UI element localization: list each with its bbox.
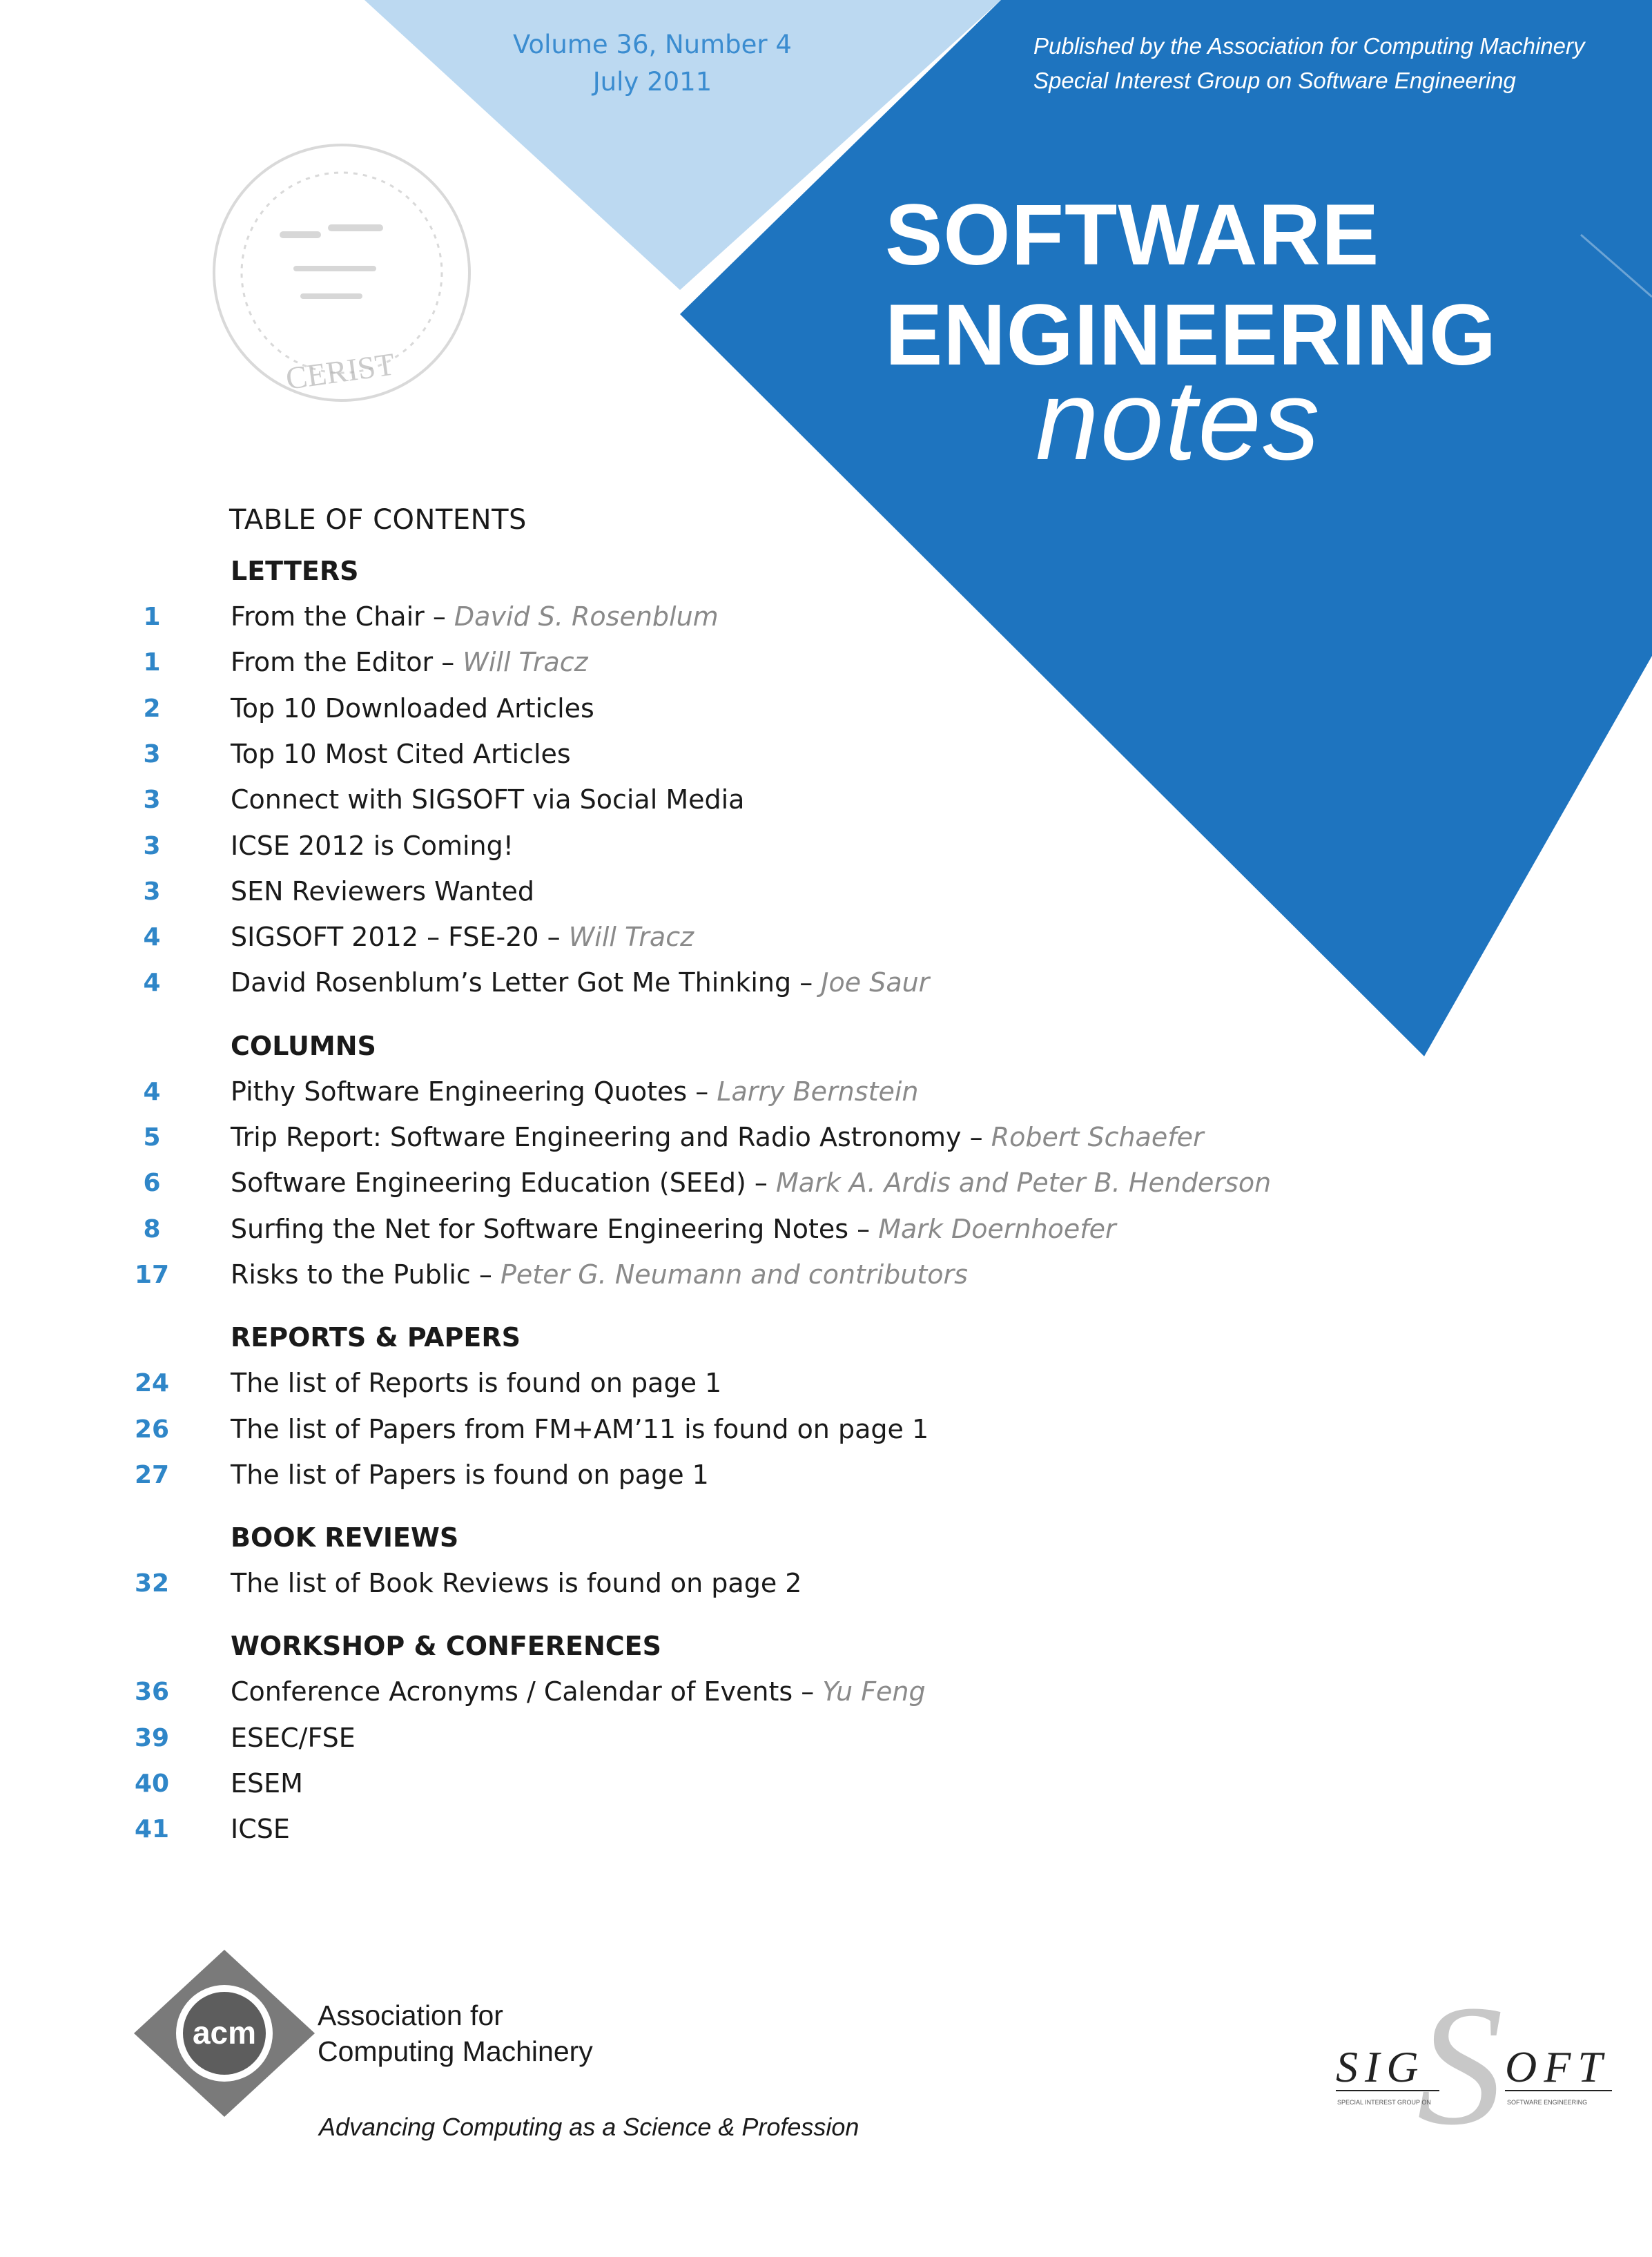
acm-name-line-1: Association for <box>318 1999 503 2031</box>
toc-page-number: 3 <box>143 786 161 815</box>
toc-entry[interactable] <box>231 1460 709 1490</box>
section-heading: WORKSHOP & CONFERENCES <box>231 1631 661 1662</box>
toc-entry-title: Pithy Software Engineering Quotes – <box>231 1076 717 1107</box>
toc-entry[interactable] <box>231 831 514 861</box>
publisher-info <box>1033 29 1641 98</box>
toc-page-number: 2 <box>143 694 161 723</box>
toc-page-number: 17 <box>134 1260 170 1289</box>
sigsoft-subtitle-right: SOFTWARE ENGINEERING <box>1507 2099 1588 2106</box>
toc-entry-title: ESEC/FSE <box>231 1722 356 1753</box>
toc-entry[interactable] <box>231 1568 801 1598</box>
toc-page-number: 32 <box>134 1569 170 1598</box>
section-heading: LETTERS <box>231 556 359 586</box>
toc-entry[interactable] <box>231 922 694 952</box>
sigsoft-logo <box>1329 1982 1619 2154</box>
toc-page-number: 24 <box>134 1369 170 1398</box>
toc-page-number: 36 <box>134 1678 170 1707</box>
toc-entry-title: The list of Papers from FM+AM’11 is found on page 1 <box>231 1413 929 1444</box>
toc-entry[interactable] <box>231 1122 1204 1152</box>
toc-page-number: 1 <box>143 603 161 631</box>
toc-page-number: 41 <box>134 1815 170 1844</box>
toc-entry[interactable] <box>231 1214 1116 1244</box>
masthead-line-2: ENGINEERING <box>885 287 1497 383</box>
acm-logo-text: acm <box>192 2015 257 2051</box>
toc-entry-author: Larry Bernstein <box>717 1076 919 1107</box>
toc-entry-author: Joe Saur <box>821 967 930 998</box>
toc-entry-title: From the Editor – <box>231 647 463 678</box>
section-heading: COLUMNS <box>231 1030 376 1061</box>
toc-entry[interactable] <box>231 1368 721 1398</box>
toc-entry[interactable] <box>231 876 534 907</box>
masthead-notes: notes <box>1036 356 1321 483</box>
toc-page-number: 8 <box>143 1214 161 1243</box>
toc-entry-author: Mark A. Ardis and Peter B. Henderson <box>776 1168 1272 1199</box>
toc-entry-title: ESEM <box>231 1768 303 1799</box>
toc-entry-title: Software Engineering Education (SEEd) – <box>231 1168 777 1199</box>
toc-entry[interactable] <box>231 693 594 724</box>
toc-entry[interactable] <box>231 967 929 998</box>
sigsoft-big-s: S <box>1417 1982 1504 2154</box>
toc-entry[interactable] <box>231 1814 290 1844</box>
toc-entry-title: Risks to the Public – <box>231 1259 501 1290</box>
toc-entry-title: ICSE <box>231 1814 290 1845</box>
toc-entry-author: David S. Rosenblum <box>454 601 719 632</box>
toc-entry-author: Will Tracz <box>568 922 694 953</box>
blue-diamond-shape <box>680 0 1652 1056</box>
acm-logo <box>131 1947 318 2120</box>
toc-entry-author: Yu Feng <box>822 1676 926 1707</box>
toc-page-number: 27 <box>134 1460 170 1489</box>
toc-entry[interactable] <box>231 784 744 815</box>
toc-entry[interactable] <box>231 1676 926 1707</box>
masthead <box>885 185 1497 483</box>
toc-entry[interactable] <box>231 1723 356 1753</box>
toc-title: TABLE OF CONTENTS <box>229 504 527 536</box>
toc-page-number: 5 <box>143 1123 161 1152</box>
masthead-line-1: SOFTWARE <box>885 187 1380 283</box>
stamp-text: CERIST <box>283 346 397 396</box>
toc-entry-title: Trip Report: Software Engineering and Radio Astronomy – <box>231 1122 991 1152</box>
toc-entry-title: The list of Reports is found on page 1 <box>231 1368 722 1399</box>
toc-entry-author: Peter G. Neumann and contributors <box>500 1259 968 1290</box>
toc-page-number: 39 <box>134 1723 170 1752</box>
toc-entry-title: Conference Acronyms / Calendar of Events – <box>231 1676 823 1707</box>
toc-entry[interactable] <box>231 1076 919 1107</box>
toc-entry-title: SEN Reviewers Wanted <box>231 875 535 907</box>
toc-entry-title: ICSE 2012 is Coming! <box>231 830 514 861</box>
acm-tagline: Advancing Computing as a Science & Profession <box>319 2113 859 2141</box>
sigsoft-subtitle-left: SPECIAL INTEREST GROUP ON <box>1337 2099 1431 2106</box>
toc-entry-title: Connect with SIGSOFT via Social Media <box>231 784 745 815</box>
publisher-line-1: Published by the Association for Computing Machinery <box>1033 33 1585 59</box>
toc-entry-author: Will Tracz <box>463 647 588 678</box>
toc-page-number: 3 <box>143 739 161 768</box>
toc-page-number: 4 <box>143 1077 161 1106</box>
issue-info <box>442 26 863 101</box>
toc-entry-title: From the Chair – <box>231 601 454 632</box>
toc-entry[interactable] <box>231 739 571 769</box>
sigsoft-sig: SIG <box>1336 2042 1426 2091</box>
acm-name-line-2: Computing Machinery <box>318 2035 593 2067</box>
toc-entry[interactable] <box>231 1768 303 1799</box>
toc-entry[interactable] <box>231 1259 968 1290</box>
toc-entry-title: The list of Book Reviews is found on page 2 <box>231 1568 802 1599</box>
volume-number: Volume 36, Number 4 <box>513 30 792 59</box>
toc-entry[interactable] <box>231 601 719 632</box>
toc-page-number: 26 <box>134 1415 170 1444</box>
section-heading: BOOK REVIEWS <box>231 1522 459 1553</box>
toc-entry-title: The list of Papers is found on page 1 <box>231 1459 709 1490</box>
toc-page-number: 1 <box>143 648 161 677</box>
toc-page-number: 3 <box>143 877 161 906</box>
toc-entry-title: Top 10 Downloaded Articles <box>231 692 594 724</box>
sigsoft-oft: OFT <box>1505 2042 1609 2091</box>
issue-date: July 2011 <box>592 67 712 97</box>
toc-entry[interactable] <box>231 1414 929 1444</box>
toc-entry[interactable] <box>231 647 588 677</box>
toc-entry-title: Surfing the Net for Software Engineering Notes – <box>231 1213 879 1244</box>
section-heading: REPORTS & PAPERS <box>231 1322 521 1353</box>
toc-entry-author: Robert Schaefer <box>991 1122 1204 1152</box>
acm-name <box>318 1997 593 2069</box>
toc-page-number: 3 <box>143 831 161 860</box>
toc-entry-title: David Rosenblum’s Letter Got Me Thinking – <box>231 967 822 998</box>
toc-page-number: 6 <box>143 1169 161 1198</box>
toc-entry-author: Mark Doernhoefer <box>878 1213 1116 1244</box>
toc-entry[interactable] <box>231 1168 1271 1198</box>
toc-page-number: 4 <box>143 923 161 952</box>
library-stamp <box>197 128 487 418</box>
publisher-line-2: Special Interest Group on Software Engineering <box>1033 68 1516 93</box>
toc-page-number: 40 <box>134 1770 170 1798</box>
toc-entry-title: SIGSOFT 2012 – FSE-20 – <box>231 922 569 953</box>
toc-entry-title: Top 10 Most Cited Articles <box>231 738 571 769</box>
toc-page-number: 4 <box>143 969 161 998</box>
